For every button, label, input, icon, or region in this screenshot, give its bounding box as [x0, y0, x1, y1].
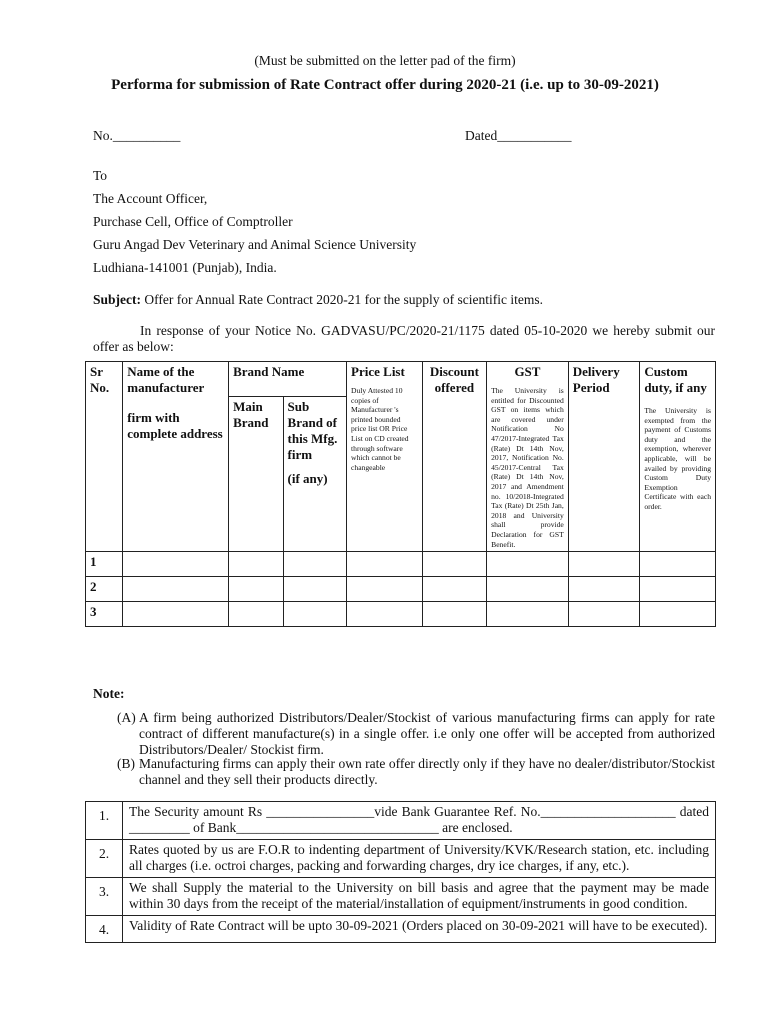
submission-instruction: (Must be submitted on the letter pad of the firm)	[254, 53, 516, 68]
main-brand-cell[interactable]	[229, 552, 283, 577]
term-text: Validity of Rate Contract will be upto 30-09-2021 (Orders placed on 30-09-2021 will have to be executed).	[123, 916, 716, 943]
offer-table	[85, 361, 716, 627]
custom-duty-note: The University is exempted from the payment of Customs duty and the exemption, wherever applicable, will be availed by providing Custom Duty Exemption Certificate with each order.	[644, 406, 711, 511]
date-field: Dated___________	[465, 128, 572, 143]
col-manufacturer-subtitle: firm with complete address	[127, 410, 223, 441]
note-a-label: (A)	[117, 710, 136, 725]
custom-duty-title: Custom duty, if any	[644, 364, 707, 395]
discount-cell[interactable]	[422, 552, 487, 577]
sub-brand-cell[interactable]	[283, 602, 347, 627]
subject-line	[93, 292, 543, 308]
row-number: 1	[86, 552, 123, 577]
custom-duty-cell[interactable]	[640, 577, 716, 602]
subject-label: Subject:	[93, 292, 141, 307]
col-sr-no: Sr No.	[86, 362, 123, 552]
address-line-1: The Account Officer,	[93, 191, 208, 206]
term-number: 3.	[86, 878, 123, 916]
term-number: 4.	[86, 916, 123, 943]
custom-duty-cell[interactable]	[640, 552, 716, 577]
term-number: 1.	[86, 802, 123, 840]
sub-brand-title: Sub Brand of this Mfg. firm	[287, 399, 338, 463]
col-price-list	[347, 362, 423, 552]
col-custom-duty	[640, 362, 716, 552]
term-row	[86, 840, 716, 878]
note-a-text: A firm being authorized Distributors/Dealer/Stockist of various manufacturing firms can apply for rate contract of different manufacture(s) in a single offer. i.e only one offer will be accepted from authorized Distributors/Dealer/ Stockist firm.	[139, 710, 715, 757]
page-title: Performa for submission of Rate Contract offer during 2020-21 (i.e. up to 30-09-2021)	[111, 77, 659, 93]
price-list-cell[interactable]	[347, 577, 423, 602]
address-line-3: Guru Angad Dev Veterinary and Animal Science University	[93, 237, 417, 252]
discount-cell[interactable]	[422, 577, 487, 602]
sub-brand-cell[interactable]	[283, 552, 347, 577]
manufacturer-cell[interactable]	[123, 552, 229, 577]
address-to: To	[93, 168, 108, 183]
note-b-text: Manufacturing firms can apply their own rate offer directly only if they have no dealer/distributor/Stockist channel and they sell their products directly.	[139, 756, 715, 787]
col-main-brand: Main Brand	[229, 397, 283, 552]
col-manufacturer-title: Name of the manufacturer	[127, 364, 205, 395]
price-list-cell[interactable]	[347, 602, 423, 627]
note-b-label: (B)	[117, 756, 135, 771]
row-number: 3	[86, 602, 123, 627]
gst-cell[interactable]	[487, 552, 569, 577]
delivery-cell[interactable]	[568, 552, 640, 577]
sub-brand-cell[interactable]	[283, 577, 347, 602]
term-text: We shall Supply the material to the University on bill basis and agree that the payment may be made within 30 days from the receipt of the material/installation of equipment/instruments in good condition.	[123, 878, 716, 916]
row-number: 2	[86, 577, 123, 602]
term-row	[86, 802, 716, 840]
main-brand-cell[interactable]	[229, 577, 283, 602]
terms-table	[85, 801, 716, 943]
price-list-title: Price List	[351, 364, 405, 379]
col-brand-name: Brand Name	[229, 362, 347, 397]
table-row	[86, 577, 716, 602]
gst-cell[interactable]	[487, 602, 569, 627]
note-b	[117, 756, 715, 788]
address-line-2: Purchase Cell, Office of Comptroller	[93, 214, 293, 229]
col-gst	[487, 362, 569, 552]
intro-paragraph: In response of your Notice No. GADVASU/PC/2020-21/1175 dated 05-10-2020 we hereby submit our offer as below:	[93, 323, 715, 354]
term-row	[86, 916, 716, 943]
manufacturer-cell[interactable]	[123, 577, 229, 602]
gst-title: GST	[514, 364, 541, 379]
price-list-note: Duly Attested 10 copies of Manufacturer 's printed bounded price list OR Price List on CD created through software which cannot be changeable	[351, 386, 409, 472]
col-discount: Discount offered	[422, 362, 487, 552]
term-text: The Security amount Rs ________________vide Bank Guarantee Ref. No.____________________ dated _________ of Bank______________________________ are enclosed.	[123, 802, 716, 840]
main-brand-cell[interactable]	[229, 602, 283, 627]
gst-cell[interactable]	[487, 577, 569, 602]
term-number: 2.	[86, 840, 123, 878]
subject-text: Offer for Annual Rate Contract 2020-21 for the supply of scientific items.	[141, 292, 544, 307]
sub-brand-if-any: (if any)	[287, 471, 328, 487]
term-text: Rates quoted by us are F.O.R to indenting department of University/KVK/Research station, etc. including all charges (i.e. octroi charges, packing and forwarding charges, dry ice charges, if any, etc.).	[123, 840, 716, 878]
table-row	[86, 602, 716, 627]
discount-cell[interactable]	[422, 602, 487, 627]
col-manufacturer	[123, 362, 229, 552]
manufacturer-cell[interactable]	[123, 602, 229, 627]
delivery-cell[interactable]	[568, 602, 640, 627]
col-sub-brand	[283, 397, 347, 552]
table-row	[86, 552, 716, 577]
address-line-4: Ludhiana-141001 (Punjab), India.	[93, 260, 277, 275]
term-row	[86, 878, 716, 916]
custom-duty-cell[interactable]	[640, 602, 716, 627]
gst-note: The University is entitled for Discounted GST on items which are covered under Notification No 47/2017-Integrated Tax (Rate) Dt 14th Nov, 2017, Notification No. 45/2017-Central Tax (Rate) Dt 14th Nov, 2017 and Amendment no. 10/2018-Integrated Tax (Rate) Dt 25th Jan, 2018 and University shall provide Declaration for GST Benefit.	[491, 386, 564, 549]
price-list-cell[interactable]	[347, 552, 423, 577]
reference-number-field: No.__________	[93, 128, 181, 143]
note-a	[117, 710, 715, 758]
col-delivery-period: Delivery Period	[568, 362, 640, 552]
delivery-cell[interactable]	[568, 577, 640, 602]
note-heading: Note:	[93, 686, 125, 701]
